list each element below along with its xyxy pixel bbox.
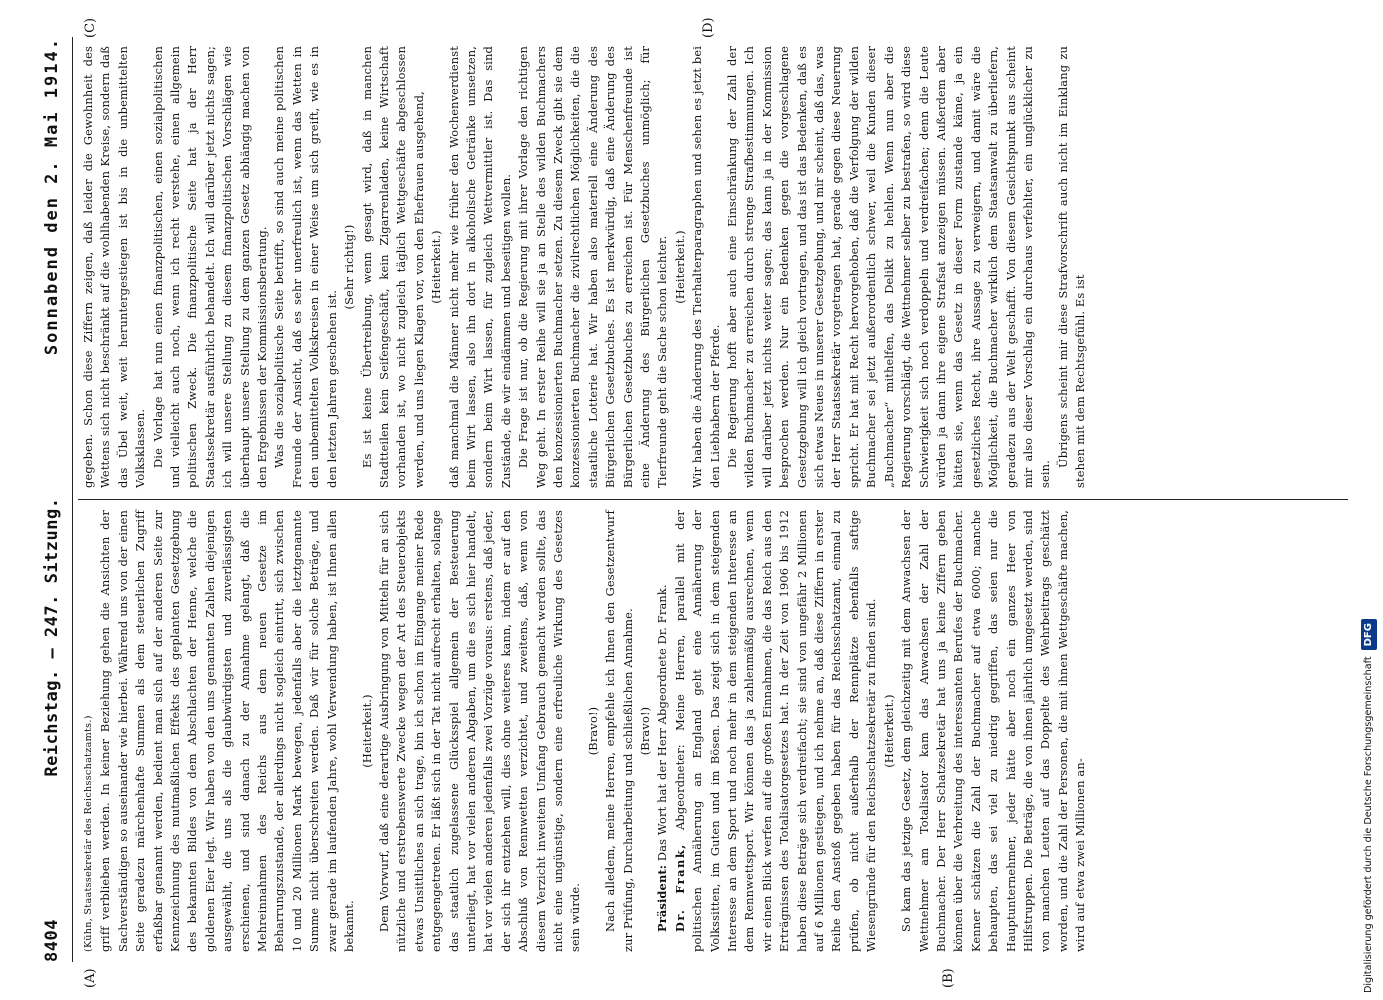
funding-note: Digitalisierung gefördert durch die Deutsche Forschungsgemeinschaft — [1363, 656, 1374, 993]
paragraph-president — [654, 510, 671, 952]
margin-mark-d: (D) — [701, 17, 716, 38]
margin-mark-c: (C) — [83, 17, 98, 38]
speaker-text: Abgeordneter: Meine Herren, parallel mit der politischen Annäherung an England geht eine Annäherung der Volkssitten, im Guten und im Bösen. Das zeigt sich in dem steigenden Interesse an dem Sport und noch mehr in dem steigenden Interesse an dem Rennwettsport. Wir können das ja zahlenmäßig ausrechnen, wenn wir einen Blick werfen auf die großen Einnahmen, die das Reich aus den Erträgnissen des Totalisatorgesetzes hat. In der Zeit von 1906 bis 1912 haben diese Beträge sich verdreifacht; sie sind von ungefähr 2 Millionen auf 6 Millionen gestiegen, und ich nehme an, daß diese Ziffern in erster Reihe den Anstoß gegeben haben für das Reichsschatzamt, einmal zu prüfen, ob nicht außerhalb der Rennplätze ebenfalls saftige Wiesengründe für den Reichsschatzsekretär zu finden sind. — [672, 509, 879, 952]
interjection: (Bravo!) — [638, 706, 652, 756]
dfg-logo: DFG — [1361, 619, 1377, 650]
newspaper-page — [40, 0, 1360, 1000]
interjection: (Heiterkeit.) — [429, 230, 444, 304]
page-date: Sonnabend den 2. Mai 1914. — [42, 37, 62, 356]
paragraph: Wir haben die Änderung des Tierhalterparagraphen und sehen es jetzt bei den Liebhabern der Pferde. — [690, 46, 722, 488]
left-column — [80, 510, 1090, 952]
speaker-label: Präsident: — [655, 864, 670, 932]
paragraph: Dem Vorwurf, daß eine derartige Ausbringung von Mitteln für an sich nützliche und erstrebenswerte Zwecke wegen der Art des Steuerobjekts etwas Unsittliches an sich trage, bin ich schon im Eingange meiner Rede entgegengetreten. Er läßt sich in der Tat nicht aufrecht erhalten, solange das staatlich zugelassene Glücksspiel allgemein der Besteuerung unterliegt, hat vor vielen anderen Abgaben, um die es sich hier handelt, hat vor vielen anderen jedenfalls zwei Vorzüge voraus: erstens, daß jeder, der sich ihr entziehen will, dies ohne weiteres kann, indem er auf den Abschluß von Rennwetten verzichtet, und zweitens, daß, wenn von diesem Verzicht inweitem Umfang Gebrauch gemacht werden sollte, das nicht eine ungünstige, sondern eine erfreuliche Wirkung des Gesetzes sein würde. — [376, 510, 583, 952]
margin-mark-b: (B) — [941, 968, 956, 988]
paragraph: Die Regierung hofft aber auch eine Einschränkung der Zahl der wilden Buchmacher zu erreichen durch strenge Strafbestimmungen. Ich will darüber jetzt nichts weiter sagen; das kann ja in der Kommission besprochen werden. Nur ein Bedenken gegen die vorgeschlagene Gesetzgebung will ich gleich vortragen, und das ist das Bedenken, daß es sich etwas Neues in unserer Gesetzgebung, und mir scheint, daß das, was der Herr Staatssekretär vorgetragen hat, gerade gegen diese Neuerung spricht. Er hat mit Recht hervorgehoben, daß die Verfolgung der wilden Buchmacher sei jetzt außerordentlich schwer, weil die Kunden dieser „Buchmacher“ mithelfen, das Delikt zu hehlen. Wenn nun aber die Regierung vorschlägt, die Wettnehmer selber zu bestrafen, so wird diese Schwierigkeit sich noch verdoppeln und verdreifachen; denn die Leute würden ja dann ihre eigene Strafsat anzeigen müssen. Außerdem aber hätten sie, wenn das Gesetz in dieser Form zustande käme, ja ein gesetzliches Recht, ihre Aussage zu verweigern, und damit wäre die Möglichkeit, die Buchmacher wirklich dem Staatsanwalt zu überliefern, geradezu aus der Welt geschafft. Von diesem Gesichtspunkt aus scheint mir also dieser Vorschlag ein durchaus verfehlter, ein unglücklicher zu sein. — [725, 46, 1053, 488]
interjection: (Heiterkeit.) — [672, 230, 687, 304]
column-divider — [78, 499, 1348, 500]
paragraph: gegeben. Schon diese Ziffern zeigen, daß leider die Gewohnheit des Wettens sich nicht beschränkt auf die wohlhabenden Kreise, sondern daß das Übel weit, weit heruntergestiegen ist bis in die unbemittelten Volksklassen. — [81, 46, 148, 488]
page-header — [44, 37, 70, 962]
speaker-label: Dr. Frank, — [672, 843, 687, 932]
speaker-text: Das Wort hat der Herr Abgeordnete Dr. Frank. — [655, 584, 670, 862]
paragraph: So kam das jetzige Gesetz, dem gleichzeitig mit dem Anwachsen der Wettnehmer am Totalisator kam das Anwachsen der Zahl der Buchmacher. Der Herr Schatzsekretär hat uns ja keine Ziffern geben können über die Verbreitung des interessanten Berufes der Buchmacher. Kenner schätzen die Zahl der Buchmacher auf etwa 6000; manche behaupten, das sei viel zu niedrig gegriffen, das seien nur die Hauptunternehmer, jeder hätte aber noch ein ganzes Heer von Hilfstruppen. Die Beträge, die von ihnen jährlich umgesetzt werden, sind von manchen Leuten auf das Doppelte des Wehrbeitrags geschätzt worden, und die Zahl der Personen, die mit ihnen Wettgeschäfte machen, wird auf etwa zwei Millionen an- — [899, 510, 1088, 952]
interjection: (Heiterkeit.) — [881, 694, 896, 768]
paragraph: Es ist keine Übertreibung, wenn gesagt wird, daß in manchen Stadtteilen kein Seifengeschäft, kein Zigarrenladen, keine Wirtschaft vorhanden ist, wo nicht zugleich täglich Wettgeschäfte abgeschlossen werden, und uns liegen Klagen vor, von den Ehefrauen ausgehend, — [359, 46, 426, 488]
interjection: (Heiterkeit.) — [359, 694, 374, 768]
paragraph: Übrigens scheint mir diese Strafvorschrift auch nicht im Einklang zu stehen mit dem Rechtsgefühl. Es ist — [1055, 46, 1088, 488]
interjection: (Sehr richtig!) — [342, 224, 357, 310]
paragraph: Die Vorlage hat nun einen finanzpolitischen, einen sozialpolitischen und vielleicht auch noch, wenn ich recht verstehe, einen allgemein politischen Zweck. Die finanzpolitische Seite hat ja der Herr Staatssekretär ausführlich behandelt. Ich will darüber jetzt nichts sagen; ich will unsere Stellung zu diesem finanzpolitischen Vorschlägen wie überhaupt unsere Stellung zu dem ganzen Gesetz abhängig machen von den Ergebnissen der Kommissionsberatung. — [150, 46, 270, 488]
speaker-note: (Kühn, Staatssekretär des Reichsschatzamts.) — [83, 715, 94, 952]
interjection: (Bravo!) — [585, 706, 600, 756]
margin-mark-a: (A) — [83, 968, 98, 988]
page-title: Reichstag. — 247. Sitzung. — [42, 497, 62, 777]
paragraph: Nach alledem, meine Herren, empfehle ich Ihnen den Gesetzentwurf zur Prüfung, Durcharbeitung und schließlichen Annahme. — [603, 510, 635, 952]
right-column — [80, 46, 1090, 488]
paragraph: Was die sozialpolitische Seite betrifft, so sind auch meine politischen Freunde der Ansicht, daß es sehr unerfreulich ist, wenn das Wetten in den unbemittelten Volkskreisen in einer Weise um sich greift, wie es in den letzten Jahren geschehen ist. — [272, 46, 339, 488]
page-number: 8404 — [42, 919, 62, 962]
header-rule — [72, 37, 73, 962]
paragraph-frank — [672, 510, 881, 952]
paragraph: griff verblieben werden. In keiner Beziehung gehen die Ansichten der Sachverständigen so auseinander wie hierbei. Während uns von der einen Seite geradezu märchenhafte Summen als dem steuerlichen Zugriff erfaßbar genannt werden, bedient man sich auf der anderen Seite zur Kennzeichnung des mutmaßlichen Effekts des geplanten Gesetzgebung des bekannten Bildes von dem Abschlachten der Henne, welche die goldenen Eier legt. Wir haben von den uns genannten Zahlen diejenigen ausgewählt, die uns als die glaubwürdigsten und zuverlässigsten erschienen, und sind danach zu der Annahme gelangt, daß die Mehreinnahmen des Reichs aus dem neuen Gesetze im Beharrungszustande, der allerdings nicht sogleich eintritt, sich zwischen 10 und 20 Millionen Mark bewegen, jedenfalls aber die letztgenannte Summe nicht überschreiten werden. Daß wir für solche Beträge, und zwar gerade im laufenden Jahre, wohl Verwendung haben, ist Ihnen allen bekannt. — [98, 510, 357, 952]
paragraph: daß manchmal die Männer nicht mehr wie früher den Wochenverdienst beim Wirt lassen, also ihn dort in alkoholische Getränke umsetzen, sondern beim Wirt lassen, für zugleich Wettvermittler ist. Das sind Zustände, die wir eindämmen und beseitigen wollen. — [446, 46, 513, 488]
digitization-sidebar — [1359, 8, 1379, 993]
paragraph: Die Frage ist nur, ob die Regierung mit ihrer Vorlage den richtigen Weg geht. In erster Reihe will sie ja an Stelle des wilden Buchmachers den konzessionierten Buchmacher setzen. Zu diesem Zweck gibt sie dem konzessionierten Buchmacher die zivilrechtlichen Möglichkeiten, die die staatliche Lotterie hat. Wir haben also materiell eine Änderung des Bürgerlichen Gesetzbuches. Es ist merkwürdig, daß eine Änderung des Bürgerlichen Gesetzbuches zu erreichen ist. Für Menschenfreunde ist eine Änderung des Bürgerlichen Gesetzbuches unmöglich; für Tierfreunde geht die Sache schon leichter. — [516, 46, 670, 488]
